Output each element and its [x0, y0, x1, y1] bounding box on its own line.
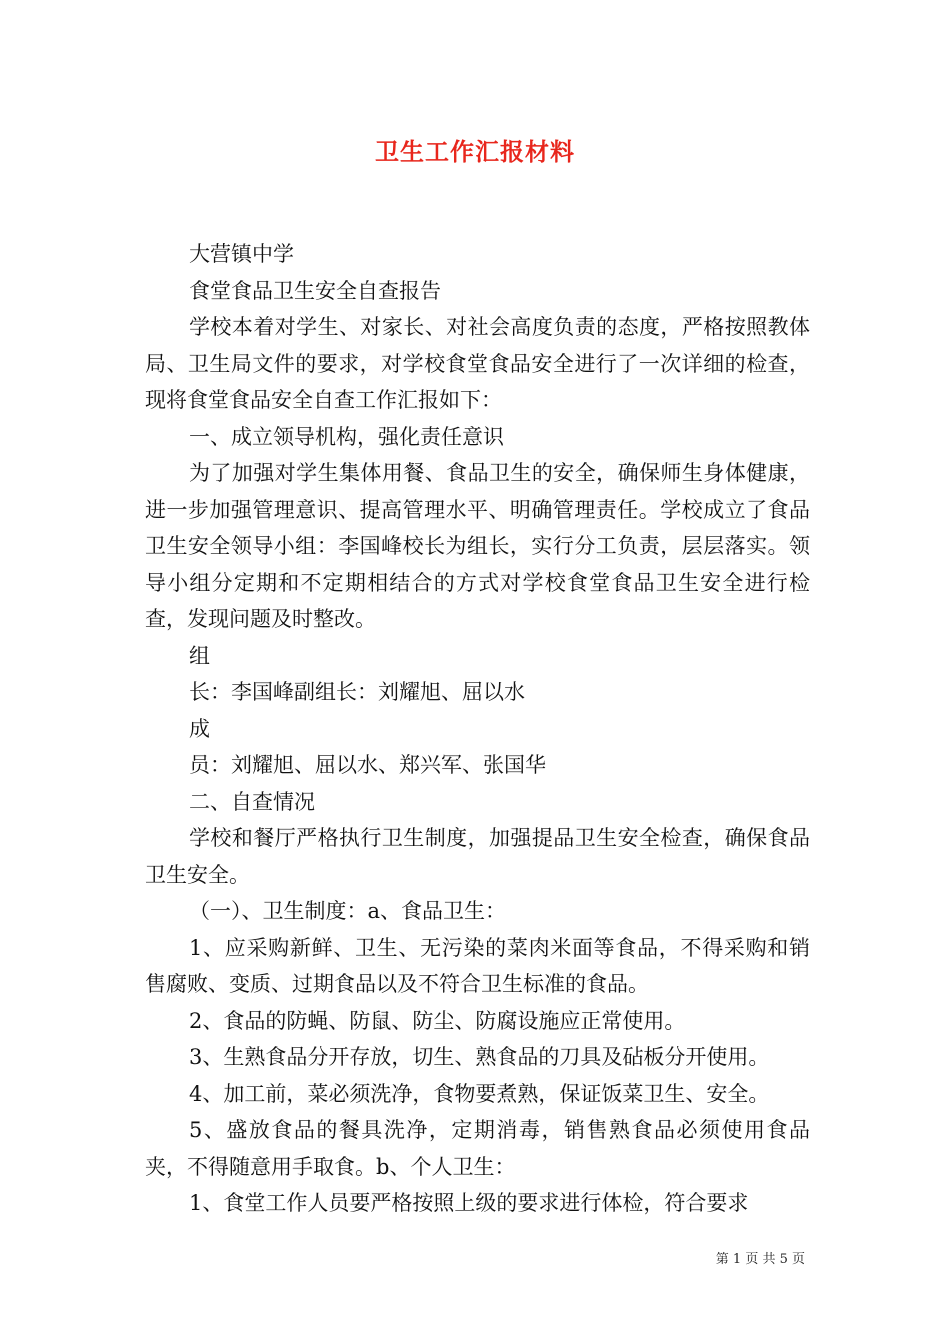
paragraph: 学校和餐厅严格执行卫生制度，加强提品卫生安全检查，确保食品卫生安全。 [145, 826, 810, 887]
paragraph: 组 [189, 643, 210, 668]
paragraph: 成 [189, 716, 210, 741]
page-number: 第 1 页 共 5 页 [715, 1252, 805, 1267]
paragraph: 4、加工前，菜必须洗净，食物要煮熟，保证饭菜卫生、安全。 [189, 1081, 770, 1106]
paragraph: 3、生熟食品分开存放，切生、熟食品的刀具及砧板分开使用。 [189, 1045, 770, 1069]
document-body [145, 236, 810, 1222]
paragraph: 2、食品的防蝇、防鼠、防尘、防腐设施应正常使用。 [189, 1008, 686, 1033]
paragraph: 为了加强对学生集体用餐、食品卫生的安全，确保师生身体健康，进一步加强管理意识、提高管理水平、明确管理责任。学校成立了食品卫生安全领导小组：李国峰校长为组长，实行分工负责，层层落实。领导小组分定期和不定期相结合的方式对学校食堂食品卫生安全进行检查，发现问题及时整改。 [145, 461, 810, 631]
paragraph: 食堂食品卫生安全自查报告 [189, 278, 441, 303]
paragraph: 长：李国峰副组长：刘耀旭、屈以水 [189, 680, 525, 704]
paragraph: 员：刘耀旭、屈以水、郑兴军、张国华 [189, 753, 546, 777]
paragraph: 1、应采购新鲜、卫生、无污染的菜肉米面等食品，不得采购和销售腐败、变质、过期食品以及不符合卫生标准的食品。 [145, 935, 810, 996]
paragraph: 大营镇中学 [189, 242, 294, 266]
paragraph: 二、自查情况 [189, 789, 315, 814]
paragraph: 5、盛放食品的餐具洗净，定期消毒，销售熟食品必须使用食品夹，不得随意用手取食。b、个人卫生： [145, 1118, 810, 1179]
paragraph: 学校本着对学生、对家长、对社会高度负责的态度，严格按照教体局、卫生局文件的要求，对学校食堂食品安全进行了一次详细的检查，现将食堂食品安全自查工作汇报如下： [145, 315, 810, 412]
paragraph: 一、成立领导机构，强化责任意识 [189, 424, 504, 449]
paragraph: 1、食堂工作人员要严格按照上级的要求进行体检，符合要求 [189, 1191, 749, 1215]
document-title: 卫生工作汇报材料 [375, 137, 575, 166]
paragraph: （一）、卫生制度：a、食品卫生： [189, 899, 507, 923]
